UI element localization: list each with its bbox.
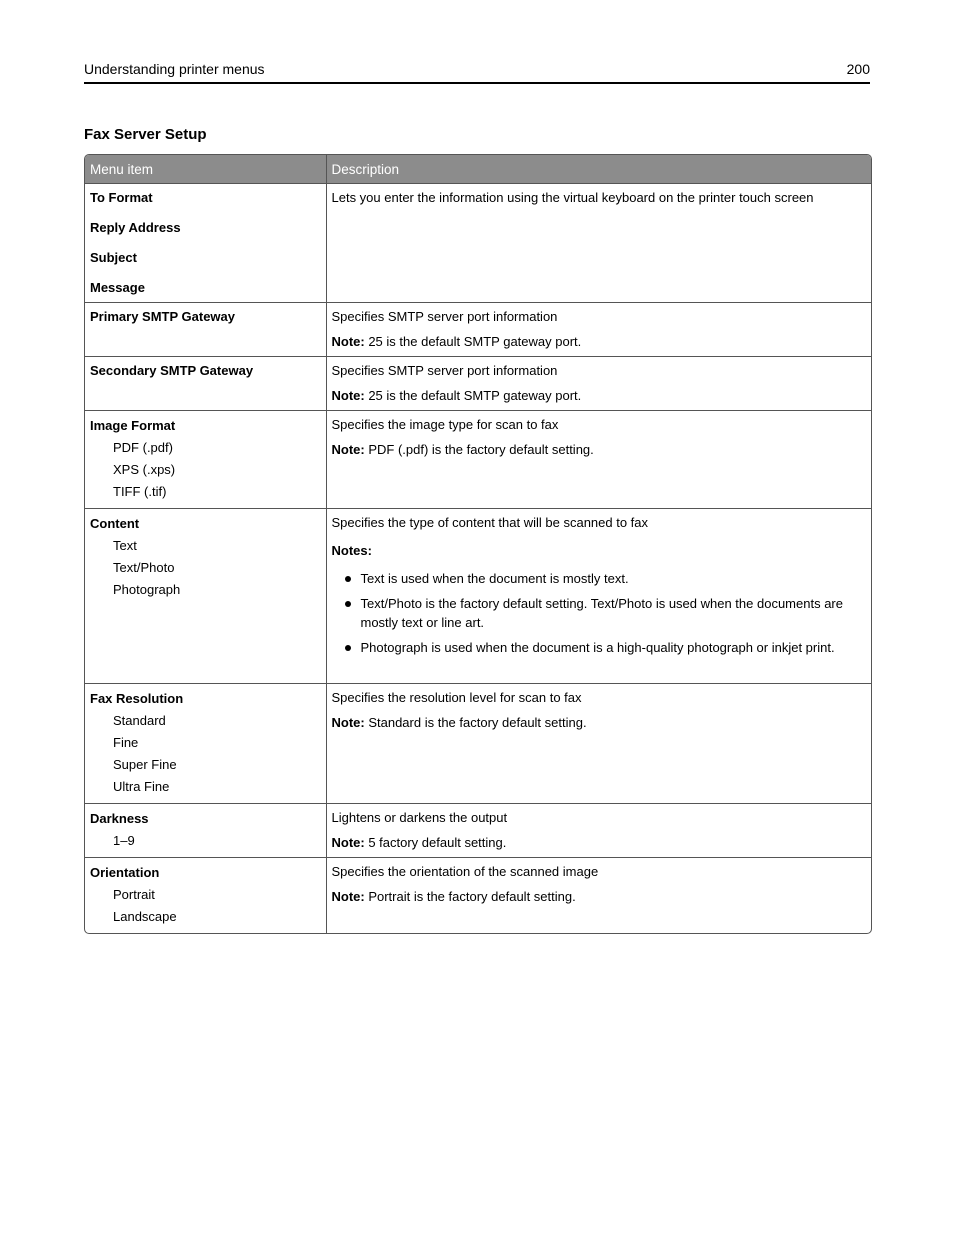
option-fine: Fine (113, 735, 139, 750)
menu-item-subject: Subject (90, 250, 137, 265)
note-body: 5 factory default setting. (364, 835, 507, 850)
description-text: Lets you enter the information using the virtual keyboard on the printer touch screen (331, 190, 814, 205)
option-landscape: Landscape (113, 909, 177, 924)
option-super-fine: Super Fine (113, 757, 177, 772)
section-title: Fax Server Setup (84, 126, 207, 143)
notes-label: Notes: (331, 543, 372, 558)
menu-table (84, 154, 872, 934)
description-text: Specifies SMTP server port information (331, 363, 558, 378)
description-cell (326, 411, 871, 509)
description-text: Specifies the type of content that will be scanned to fax (331, 515, 649, 530)
option-ultra-fine: Ultra Fine (113, 779, 170, 794)
description-cell (326, 303, 871, 357)
menu-item-reply-address: Reply Address (90, 220, 181, 235)
menu-item-content: Content (90, 516, 140, 531)
description-cell (326, 804, 871, 858)
menu-item-fax-resolution: Fax Resolution (90, 691, 184, 706)
table-row (85, 509, 871, 684)
page-number: 200 (846, 61, 870, 77)
table-row (85, 303, 871, 357)
note-label: Note: (331, 388, 365, 403)
menu-item-cell (85, 684, 326, 804)
description-cell (326, 357, 871, 411)
column-header-menu-item: Menu item (85, 155, 326, 184)
option-portrait: Portrait (113, 887, 155, 902)
note-body: 25 is the default SMTP gateway port. (364, 334, 582, 349)
description-text: Specifies SMTP server port information (331, 309, 558, 324)
note-label: Note: (331, 715, 365, 730)
table-header-row (85, 155, 871, 184)
menu-item-secondary-smtp-gateway: Secondary SMTP Gateway (90, 363, 254, 378)
menu-item-cell (85, 858, 326, 934)
option-pdf: PDF (.pdf) (113, 440, 173, 455)
description-text: Lightens or darkens the output (331, 810, 508, 825)
note-label: Note: (331, 334, 365, 349)
description-text: Specifies the orientation of the scanned image (331, 864, 599, 879)
description-text: Specifies the image type for scan to fax (331, 417, 559, 432)
column-header-description: Description (326, 155, 871, 184)
menu-item-message: Message (90, 280, 145, 295)
menu-item-cell (85, 804, 326, 858)
menu-item-orientation: Orientation (90, 865, 160, 880)
option-standard: Standard (113, 713, 166, 728)
note-text (332, 713, 868, 732)
note-label: Note: (331, 442, 365, 457)
note-label: Note: (331, 889, 365, 904)
menu-item-cell (85, 184, 326, 303)
description-cell (326, 858, 871, 934)
option-text: Text (113, 538, 137, 553)
option-photograph: Photograph (113, 582, 181, 597)
menu-item-primary-smtp-gateway: Primary SMTP Gateway (90, 309, 235, 324)
table-row (85, 184, 871, 303)
menu-item-to-format: To Format (90, 190, 153, 205)
option-range: 1–9 (113, 833, 135, 848)
option-text-photo: Text/Photo (113, 560, 175, 575)
menu-item-darkness: Darkness (90, 811, 149, 826)
note-text (332, 833, 868, 852)
note-body: 25 is the default SMTP gateway port. (364, 388, 582, 403)
description-text: Specifies the resolution level for scan to fax (331, 690, 582, 705)
note-body: Portrait is the factory default setting. (364, 889, 576, 904)
description-cell (326, 684, 871, 804)
note-text (332, 386, 868, 405)
table-row (85, 357, 871, 411)
note-label: Note: (331, 835, 365, 850)
option-xps: XPS (.xps) (113, 462, 176, 477)
note-body: Standard is the factory default setting. (364, 715, 587, 730)
note-text (332, 440, 868, 459)
list-item: Text is used when the document is mostly text. (332, 569, 868, 588)
menu-item-cell (85, 357, 326, 411)
table-row (85, 411, 871, 509)
option-tiff: TIFF (.tif) (113, 484, 167, 499)
list-item: Photograph is used when the document is a high-quality photograph or inkjet print. (332, 638, 868, 657)
chapter-title: Understanding printer menus (84, 61, 265, 77)
menu-item-image-format: Image Format (90, 418, 176, 433)
description-cell (326, 509, 871, 684)
note-body: PDF (.pdf) is the factory default setting. (364, 442, 594, 457)
note-text (332, 887, 868, 906)
menu-item-cell (85, 509, 326, 684)
table-row (85, 684, 871, 804)
table-row (85, 804, 871, 858)
table-row (85, 858, 871, 934)
note-text (332, 332, 868, 351)
description-cell (326, 184, 871, 303)
list-item: Text/Photo is the factory default setting. Text/Photo is used when the documents are mostly text or line art. (332, 594, 868, 632)
menu-item-cell (85, 411, 326, 509)
notes-list (332, 569, 868, 657)
page-header (84, 60, 870, 84)
menu-item-cell (85, 303, 326, 357)
